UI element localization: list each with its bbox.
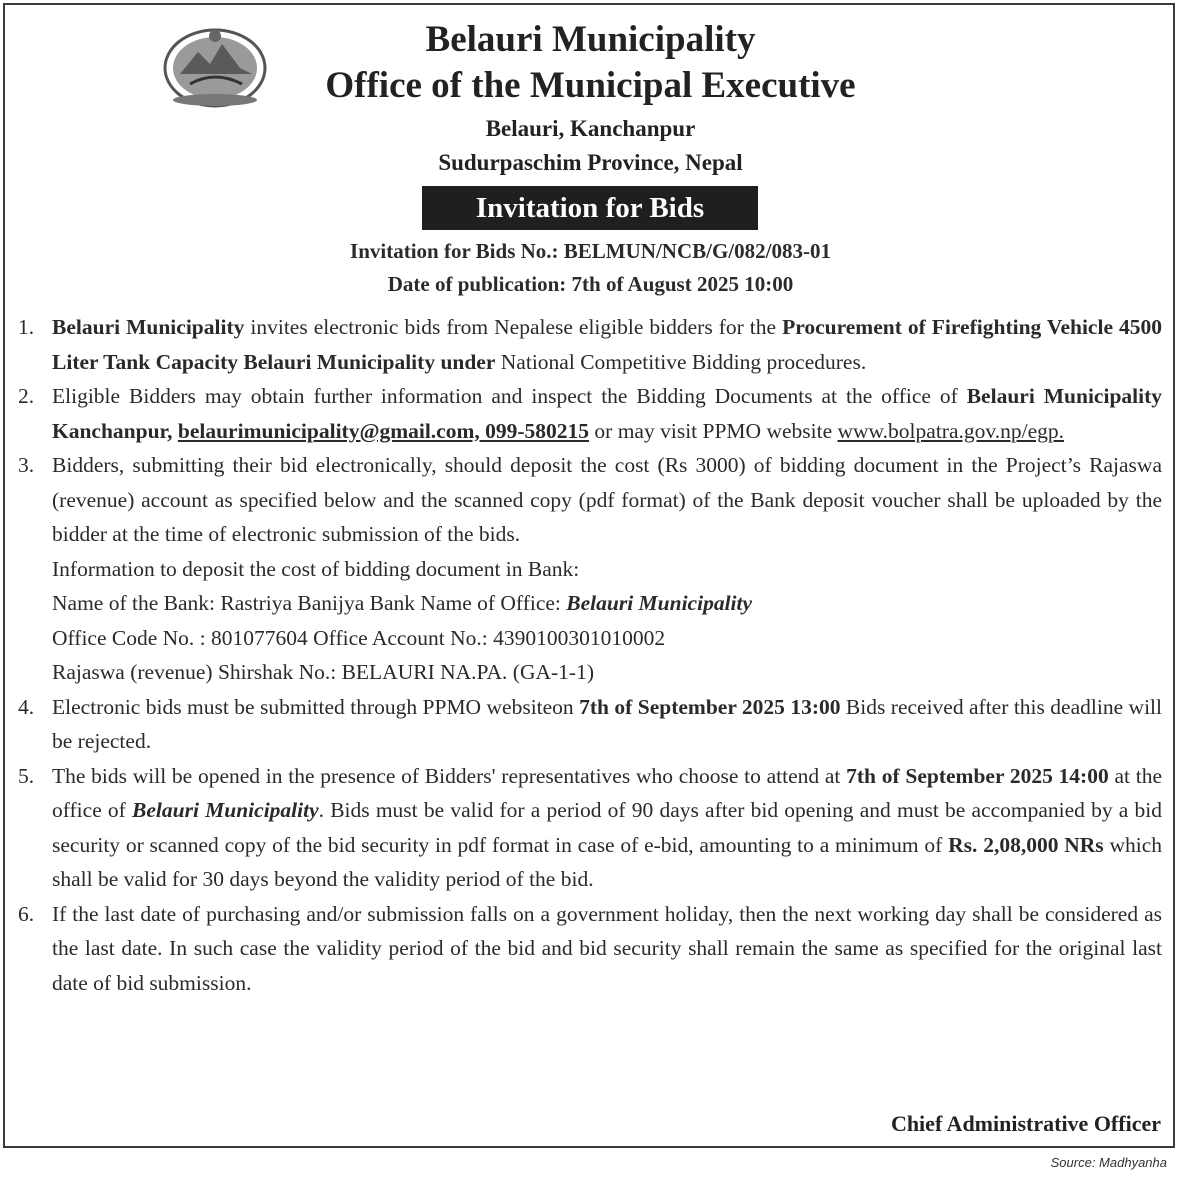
bank-name-line — [52, 586, 1162, 621]
item-bold: Belauri Municipality Kanchanpur, — [52, 384, 1163, 443]
item-bold: Procurement of Firefighting Vehicle 4500 Liter Tank Capacity Belauri Municipality under — [52, 315, 1162, 374]
item-bold: Rs. 2,08,000 NRs — [948, 832, 1104, 857]
item-text-span: Bids received after this deadline will be rejected. — [52, 694, 1163, 753]
signature-title: Chief Administrative Officer — [890, 1111, 1161, 1136]
item-bold: 7th of September 2025 13:00 — [579, 694, 841, 719]
item-text — [52, 310, 1162, 379]
list-item — [18, 310, 1162, 379]
item-text — [52, 448, 1162, 690]
office-title: Office of the Municipal Executive — [325, 65, 856, 106]
item-number: 4. — [18, 694, 35, 719]
item-text-span: invites electronic bids from Nepalese eligible bidders for the — [244, 315, 783, 339]
item-bold: 7th of September 2025 14:00 — [846, 763, 1109, 788]
item-text-span: Bidders, submitting their bid electronically, should deposit the cost (Rs 3000) of bidding document in the Project’s Rajaswa (revenue) account as specified below and the scanned copy (pdf format) of the Bank deposit voucher shall be uploaded by the bidder at the time of electronic submission of the bids. — [52, 453, 1162, 546]
item-text — [52, 690, 1162, 759]
email-link[interactable]: belaurimunicipality@gmail.com, 099-580215 — [177, 418, 590, 443]
item-text — [52, 379, 1162, 448]
item-number: 5. — [18, 763, 35, 788]
source-credit: Source: Madhyanha — [1050, 1155, 1167, 1170]
list-item — [18, 448, 1162, 690]
bank-info-heading: Information to deposit the cost of bidding document in Bank: — [52, 556, 580, 581]
item-text-span: . Bids must be valid for a period of 90 days after bid opening and must be accompanied by a bid security or scanned copy of the bid security in pdf format in case of e-bid, amounting to a minimum of — [52, 798, 1163, 857]
bank-name-text: Name of the Bank: Rastriya Banijya Bank Name of Office: — [52, 591, 567, 615]
item-text — [52, 759, 1162, 897]
website-link[interactable]: www.bolpatra.gov.np/egp. — [837, 418, 1064, 443]
location-line: Belauri, Kanchanpur — [485, 116, 696, 141]
item-number: 2. — [18, 384, 35, 408]
item-text-span: which shall be valid for 30 days beyond the validity period of the bid. — [52, 832, 1163, 891]
province-line: Sudurpaschim Province, Nepal — [438, 150, 743, 175]
bank-office-name: Belauri Municipality — [566, 591, 753, 615]
shirshak-line: Rajaswa (revenue) Shirshak No.: BELAURI NA.PA. (GA-1-1) — [52, 660, 594, 684]
item-bold-italic: Belauri Municipality — [132, 798, 319, 822]
item-text-span: National Competitive Bidding procedures. — [495, 349, 867, 374]
item-text-span: If the last date of purchasing and/or submission falls on a government holiday, then the next working day shall be considered as the last date. In such case the validity period of the bid and bid security shall remain the same as specified for the original last date of bid submission. — [52, 901, 1162, 995]
list-item — [18, 379, 1162, 448]
item-number: 6. — [18, 901, 35, 926]
bid-number: Invitation for Bids No.: BELMUN/NCB/G/082/083-01 — [350, 239, 831, 263]
list-item — [18, 897, 1162, 1001]
item-text — [52, 897, 1162, 1001]
list-item — [18, 759, 1162, 897]
municipality-title: Belauri Municipality — [425, 19, 756, 60]
publication-date: Date of publication: 7th of August 2025 10:00 — [387, 272, 794, 296]
office-code-line: Office Code No. : 801077604 Office Account No.: 4390100301010002 — [52, 625, 666, 650]
invitation-banner: Invitation for Bids — [422, 186, 758, 230]
item-text-span: Eligible Bidders may obtain further information and inspect the Bidding Documents at the office of — [52, 384, 967, 408]
item-bold: Belauri Municipality — [52, 315, 245, 339]
item-number: 1. — [18, 315, 35, 339]
item-text-span: or may visit PPMO website — [589, 418, 838, 443]
item-number: 3. — [18, 453, 35, 477]
item-text-span: Electronic bids must be submitted through PPMO websiteon — [52, 694, 580, 719]
item-text-span: The bids will be opened in the presence of Bidders' representatives who choose to attend at — [52, 763, 847, 788]
notice-list — [18, 310, 1162, 1000]
list-item — [18, 690, 1162, 759]
item-text-span: at the office of — [52, 763, 1162, 822]
